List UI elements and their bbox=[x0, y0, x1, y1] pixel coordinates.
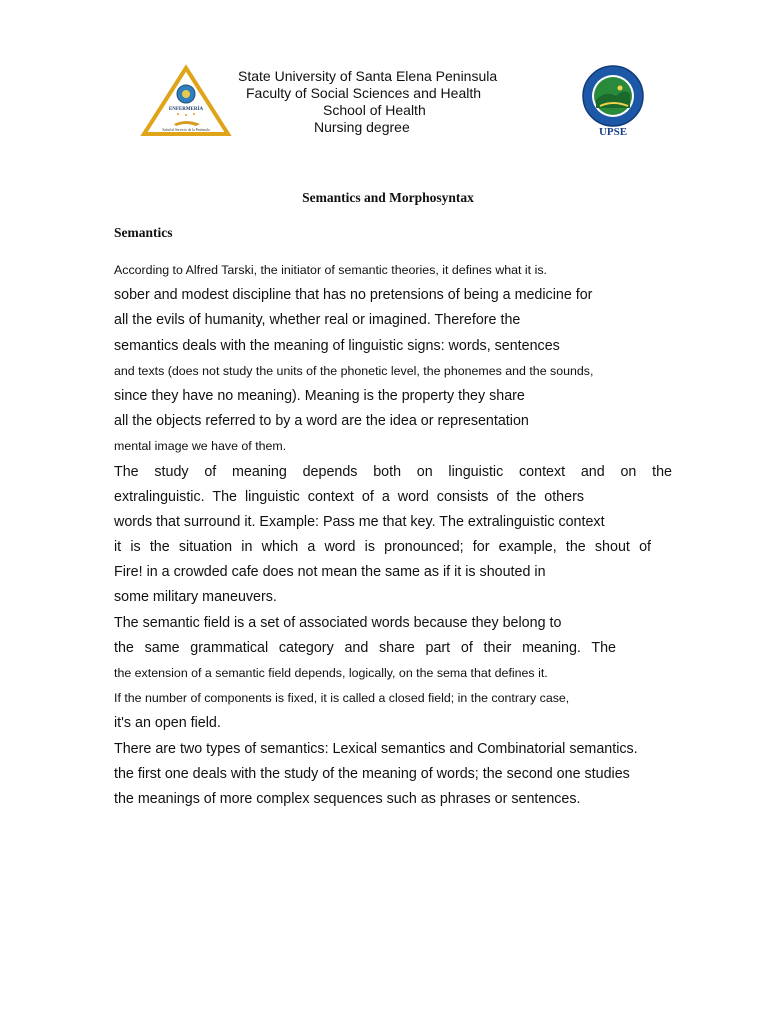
text-line: mental image we have of them. bbox=[114, 439, 287, 454]
section-heading: Semantics bbox=[114, 225, 173, 240]
text-line: all the objects referred to by a word are the idea or representation bbox=[114, 413, 529, 430]
text-line: the first one deals with the study of the meaning of words; the second one studies bbox=[114, 765, 630, 782]
text-line: all the evils of humanity, whether real or imagined. Therefore the bbox=[114, 312, 521, 329]
text-line: extralinguistic. The linguistic context of a word consists of the others bbox=[114, 488, 584, 505]
text-line: There are two types of semantics: Lexical semantics and Combinatorial semantics. bbox=[114, 740, 638, 757]
text-line: the extension of a semantic field depends, logically, on the sema that defines it. bbox=[114, 666, 548, 680]
upse-seal-logo bbox=[580, 64, 646, 138]
text-line: sober and modest discipline that has no pretensions of being a medicine for bbox=[114, 287, 593, 304]
text-line: the same grammatical category and share part of their meaning. The bbox=[114, 639, 616, 656]
text-line: words that surround it. Example: Pass me that key. The extralinguistic context bbox=[114, 513, 605, 530]
degree-name: Nursing degree bbox=[314, 119, 410, 135]
body-paragraph bbox=[114, 258, 672, 812]
document-title: Semantics and Morphosyntax bbox=[302, 190, 474, 205]
text-line: and texts (does not study the units of the phonetic level, the phonemes and the sounds, bbox=[114, 363, 594, 378]
right-logo-text: UPSE bbox=[598, 126, 628, 138]
university-header bbox=[228, 68, 528, 136]
text-line: The semantic field is a set of associated words because they belong to bbox=[114, 614, 562, 631]
left-logo-word: ENFERMERÍA bbox=[168, 107, 204, 112]
text-line: the meanings of more complex sequences such as phrases or sentences. bbox=[114, 790, 581, 807]
text-line: If the number of components is fixed, it is called a closed field; in the contrary case, bbox=[114, 691, 570, 706]
nursing-faculty-logo bbox=[140, 64, 232, 138]
left-logo-motto: Salud al Servicio de la Península bbox=[162, 128, 210, 132]
text-line: The study of meaning depends both on linguistic context and on the bbox=[114, 463, 672, 480]
university-name: State University of Santa Elena Peninsula bbox=[238, 68, 498, 84]
text-line: it's an open field. bbox=[114, 715, 221, 732]
text-line: some military maneuvers. bbox=[114, 589, 277, 606]
text-line: since they have no meaning). Meaning is the property they share bbox=[114, 387, 525, 404]
text-line: it is the situation in which a word is pronounced; for example, the shout of bbox=[114, 539, 651, 556]
text-line: semantics deals with the meaning of linguistic signs: words, sentences bbox=[114, 337, 560, 354]
text-line: According to Alfred Tarski, the initiator of semantic theories, it defines what it is. bbox=[114, 263, 547, 277]
school-name: School of Health bbox=[323, 102, 426, 118]
faculty-name: Faculty of Social Sciences and Health bbox=[246, 85, 482, 101]
text-line: Fire! in a crowded cafe does not mean the same as if it is shouted in bbox=[114, 564, 546, 581]
